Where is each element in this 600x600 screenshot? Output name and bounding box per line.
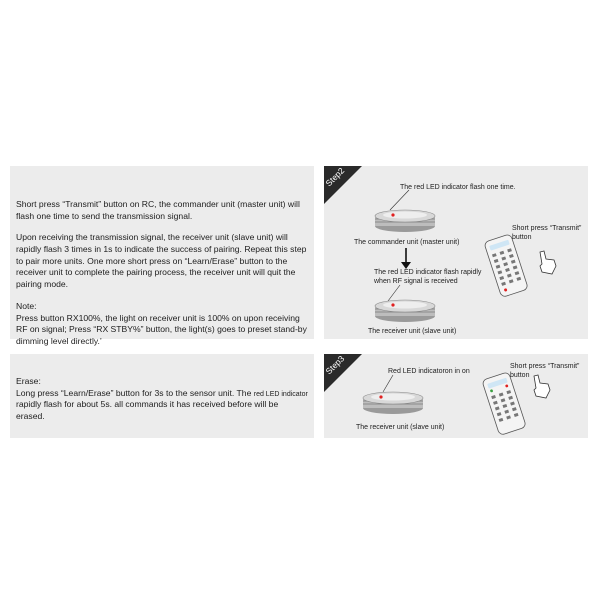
pairing-paragraph-1: Short press “Transmit” button on RC, the commander unit (master unit) will flash one time to send the transmission signal. bbox=[16, 199, 300, 221]
step2-commander-label: The commander unit (master unit) bbox=[354, 239, 460, 246]
step2-badge bbox=[324, 166, 366, 208]
step3-hand-pointer-icon bbox=[530, 374, 554, 400]
pairing-paragraph-2: Upon receiving the transmission signal, the receiver unit (slave unit) will rapidly flash 3 times in 1s to indicate the success of pairing. Repeat this step to pair more units. One more short press on “Learn/Erase” button to the receiver unit to complete the pairing process, the receiver unit will quit the pairing mode. bbox=[16, 232, 307, 290]
step3-receiver-unit-illustration bbox=[360, 386, 426, 416]
step2-receiver-unit-illustration bbox=[372, 294, 438, 324]
step3-receiver-label: The receiver unit (slave unit) bbox=[356, 424, 445, 431]
step3-led-on-label: Red LED indicatoron in on bbox=[388, 368, 470, 375]
note-title: Note: bbox=[16, 300, 37, 311]
erase-body-small: red LED indicator bbox=[253, 390, 308, 398]
step3-transmit-label-2: button bbox=[510, 372, 530, 379]
step3-transmit-label-1: Short press “Transmit” bbox=[510, 363, 580, 370]
step2-down-arrow-icon bbox=[400, 248, 412, 270]
step2-badge-text: Step2 bbox=[323, 165, 347, 189]
note-body: Press button RX100%, the light on receiver unit is 100% on upon receiving RF on signal; Press “RX STBY%” button, the light(s) goes to preset stand-by dimming level directly.’ bbox=[16, 312, 307, 346]
erase-body bbox=[16, 388, 308, 423]
step2-receiver-label: The receiver unit (slave unit) bbox=[368, 328, 457, 335]
step3-badge-text: Step3 bbox=[323, 353, 347, 377]
step2-rapid-flash-label-1: The red LED indicator flash rapidly bbox=[374, 269, 482, 276]
step2-transmit-label-1: Short press “Transmit” bbox=[512, 225, 582, 232]
step3-panel bbox=[324, 354, 588, 438]
step2-rapid-flash-label-2: when RF signal is received bbox=[374, 278, 458, 285]
erase-body-end: rapidly flash for about 5s. all commands it has received before will be erased. bbox=[16, 399, 279, 422]
commander-unit-illustration bbox=[372, 204, 438, 234]
step2-panel bbox=[324, 166, 588, 339]
step2-transmit-label-2: button bbox=[512, 234, 532, 241]
step2-led-flash-once-label: The red LED indicator flash one time. bbox=[400, 184, 516, 191]
step2-hand-pointer-icon bbox=[536, 250, 560, 276]
erase-body-main: Long press “Learn/Erase” button for 3s to the sensor unit. The bbox=[16, 387, 254, 398]
erase-title: Erase: bbox=[16, 376, 41, 386]
pairing-instructions-panel bbox=[10, 166, 314, 346]
erase-instructions-panel bbox=[10, 354, 314, 438]
